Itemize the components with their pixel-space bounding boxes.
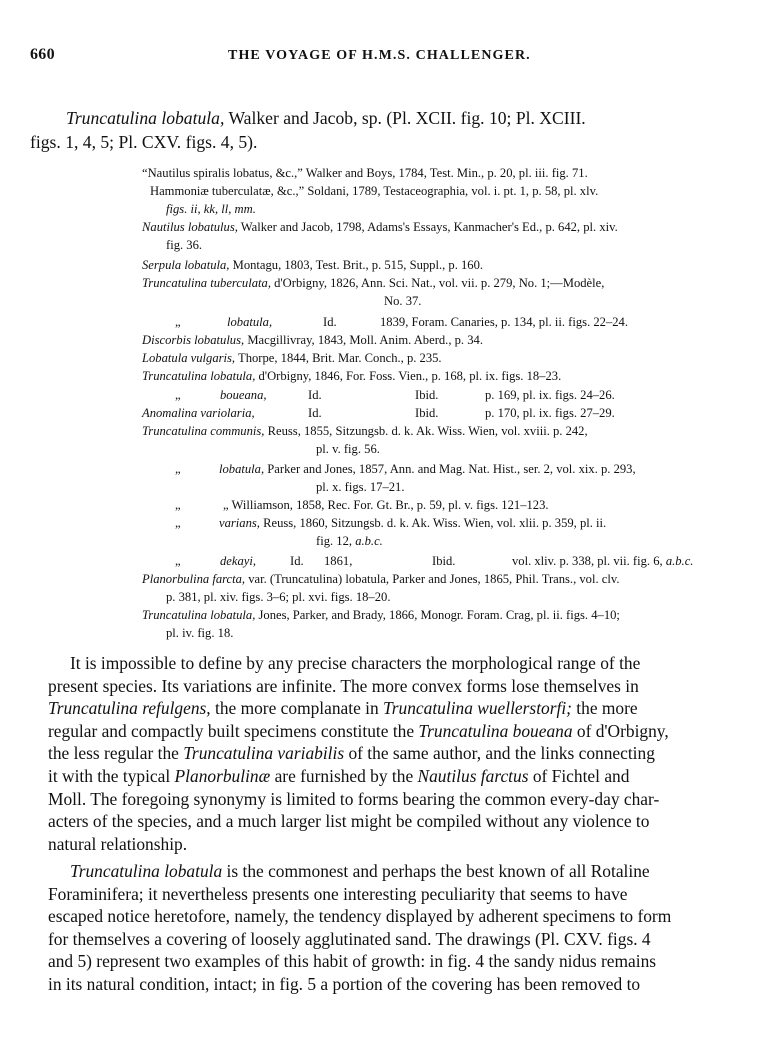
text-line: acters of the species, and a much larger list might be compiled without any violence to [48, 811, 650, 832]
synonymy-continuation: fig. 12, a.b.c. [316, 534, 383, 548]
synonymy-entry: Truncatulina lobatula, d'Orbigny, 1846, For. Foss. Vien., p. 168, pl. ix. figs. 18–23. [142, 369, 562, 383]
text-line: for themselves a covering of loosely agglutinated sand. The drawings (Pl. CXV. figs. 4 [48, 928, 651, 949]
text-line: It is impossible to define by any precise characters the morphological range of the [70, 653, 641, 673]
text-line: it with the typical Planorbulinæ are furnished by the Nautilus farctus of Fichtel and [48, 765, 630, 786]
synonymy-entry: Hammoniæ tuberculatæ, &c.,” Soldani, 1789, Testaceographia, vol. i. pt. 1, p. 58, pl. xlv. [150, 184, 599, 198]
synonymy-entry: „ boueana, Id. Ibid. p. 169, pl. ix. figs. 24–26. [175, 388, 615, 402]
synonymy-entry: “Nautilus spiralis lobatus, &c.,” Walker and Boys, 1784, Test. Min., p. 20, pl. iii. fig. 71. [142, 166, 588, 180]
synonymy-continuation: fig. 36. [166, 238, 203, 252]
species-plates-continued: figs. 1, 4, 5; Pl. CXV. figs. 4, 5). [30, 132, 258, 152]
synonymy-entry: „ varians, Reuss, 1860, Sitzungsb. d. k. Ak. Wiss. Wien, vol. xlii. p. 359, pl. ii. [175, 516, 607, 530]
synonymy-entry: „ lobatula, Parker and Jones, 1857, Ann. and Mag. Nat. Hist., ser. 2, vol. xix. p. 293, [175, 462, 636, 476]
synonymy-continuation: pl. x. figs. 17–21. [316, 480, 405, 494]
synonymy-entry: „ lobatula, Id. 1839, Foram. Canaries, p. 134, pl. ii. figs. 22–24. [175, 315, 629, 329]
text-line: the less regular the Truncatulina variabilis of the same author, and the links connecting [48, 743, 655, 764]
running-title: THE VOYAGE OF H.M.S. CHALLENGER. [228, 48, 531, 63]
species-heading [30, 106, 748, 154]
species-authority: Walker and Jacob, sp. [224, 108, 382, 128]
synonymy-entry: Planorbulina farcta, var. (Truncatulina) lobatula, Parker and Jones, 1865, Phil. Trans., vol. clv. [142, 572, 620, 586]
synonymy-entry: „ „ Williamson, 1858, Rec. For. Gt. Br., p. 59, pl. v. figs. 121–123. [175, 498, 549, 512]
paragraph-morphology [48, 652, 748, 855]
synonymy-entry: Truncatulina communis, Reuss, 1855, Sitzungsb. d. k. Ak. Wiss. Wien, vol. xviii. p. 242, [142, 424, 588, 438]
synonymy-entry: Serpula lobatula, Montagu, 1803, Test. Brit., p. 515, Suppl., p. 160. [142, 258, 484, 272]
text-line: and 5) represent two examples of this habit of growth: in fig. 4 the sandy nidus remains [48, 951, 657, 972]
text-line: in its natural condition, intact; in fig. 5 a portion of the covering has been removed to [48, 973, 641, 994]
text-line: Truncatulina lobatula is the commonest and perhaps the best known of all Rotaline [70, 861, 650, 881]
text-line: Moll. The foregoing synonymy is limited to forms bearing the common every-day char- [48, 788, 660, 809]
species-name: Truncatulina lobatula, [66, 108, 225, 128]
synonymy-entry: Truncatulina lobatula, Jones, Parker, and Brady, 1866, Monogr. Foram. Crag, pl. ii. figs. 4–10; [142, 608, 620, 622]
synonymy-entry: Anomalina variolaria, Id. Ibid. p. 170, pl. ix. figs. 27–29. [142, 406, 615, 420]
text-line: natural relationship. [48, 833, 188, 854]
synonymy-continuation: figs. ii, kk, ll, mm. [166, 202, 256, 216]
text-line: present species. Its variations are infinite. The more convex forms lose themselves in [48, 675, 639, 696]
synonymy-continuation: No. 37. [384, 294, 422, 308]
synonymy-entry: Nautilus lobatulus, Walker and Jacob, 1798, Adams's Essays, Kanmacher's Ed., p. 642, pl. xiv. [142, 220, 618, 234]
synonymy-entry: Lobatula vulgaris, Thorpe, 1844, Brit. Mar. Conch., p. 235. [142, 351, 442, 365]
synonymy-continuation: pl. v. fig. 56. [316, 442, 380, 456]
text-line: escaped notice heretofore, namely, the tendency displayed by adherent specimens to form [48, 906, 672, 927]
text-line: regular and compactly built specimens constitute the Truncatulina boueana of d'Orbigny, [48, 720, 669, 741]
synonymy-continuation: p. 381, pl. xiv. figs. 3–6; pl. xvi. figs. 18–20. [166, 590, 391, 604]
paragraph-sandy-covering [48, 860, 748, 996]
synonymy-entry: „ dekayi, Id. 1861, Ibid. vol. xliv. p. 338, pl. vii. fig. 6, a.b.c. [175, 554, 694, 568]
synonymy-continuation: pl. iv. fig. 18. [166, 626, 234, 640]
text-line: Foraminifera; it nevertheless presents one interesting peculiarity that seems to have [48, 883, 628, 904]
page-number: 660 [30, 46, 55, 63]
synonymy-entry: Truncatulina tuberculata, d'Orbigny, 1826, Ann. Sci. Nat., vol. vii. p. 279, No. 1;—Modèle, [142, 276, 605, 290]
synonymy-entry: Discorbis lobatulus, Macgillivray, 1843, Moll. Anim. Aberd., p. 34. [142, 333, 483, 347]
text-line: Truncatulina refulgens, the more complanate in Truncatulina wuellerstorfi; the more [48, 698, 638, 719]
species-plates: (Pl. XCII. fig. 10; Pl. XCIII. [381, 108, 586, 128]
